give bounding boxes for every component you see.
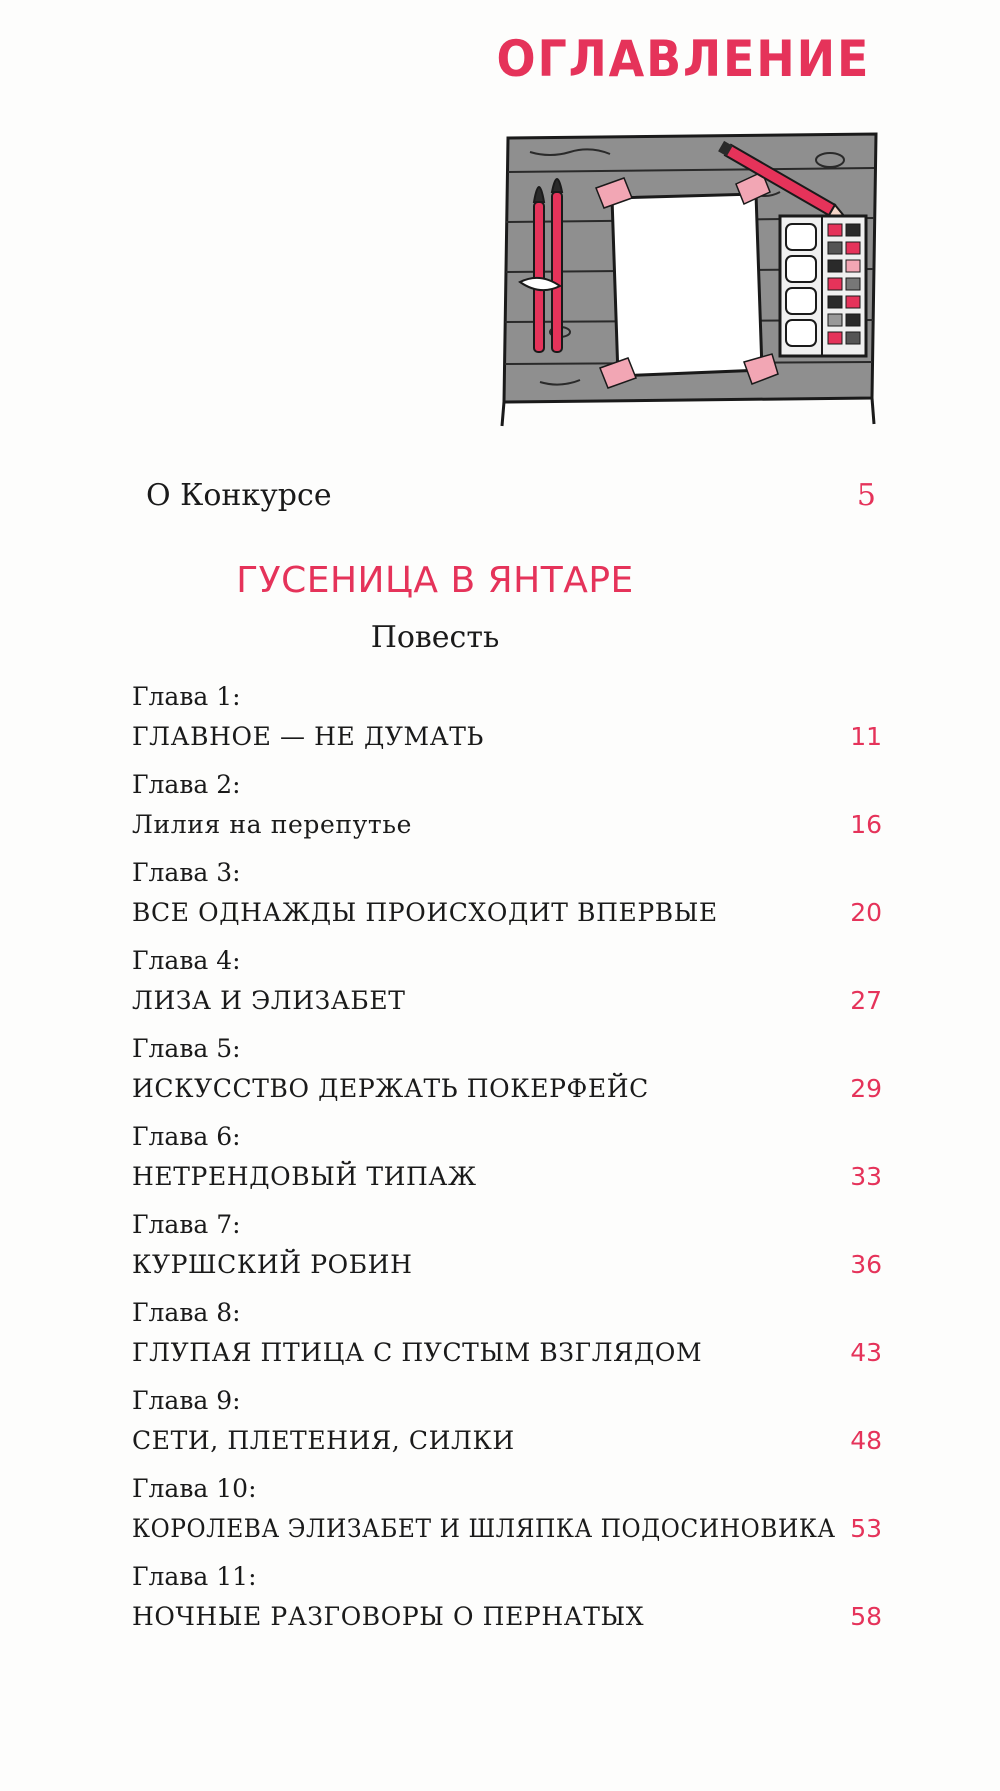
chapter-number: Глава 3: xyxy=(132,858,241,887)
toc-entry-chapter-3[interactable] xyxy=(132,858,882,946)
story-title: ГУСЕНИЦА В ЯНТАРЕ xyxy=(236,560,634,601)
chapter-number: Глава 9: xyxy=(132,1386,241,1415)
chapter-title: ВСЕ ОДНАЖДЫ ПРОИСХОДИТ ВПЕРВЫЕ xyxy=(132,898,718,927)
chapter-number: Глава 7: xyxy=(132,1210,241,1239)
chapter-title: КОРОЛЕВА ЭЛИЗАБЕТ И ШЛЯПКА ПОДОСИНОВИКА xyxy=(132,1514,836,1543)
toc-page-number: 11 xyxy=(850,722,882,751)
chapter-number: Глава 10: xyxy=(132,1474,257,1503)
toc-entry-chapter-8[interactable] xyxy=(132,1298,882,1386)
toc-entry-chapter-10[interactable] xyxy=(132,1474,882,1562)
toc-page-number: 43 xyxy=(850,1338,882,1367)
chapter-title: ИСКУССТВО ДЕРЖАТЬ ПОКЕРФЕЙС xyxy=(132,1074,649,1103)
chapter-number: Глава 1: xyxy=(132,682,241,711)
chapter-title: Лилия на перепутье xyxy=(132,810,412,839)
toc-entry-chapter-6[interactable] xyxy=(132,1122,882,1210)
chapter-number: Глава 2: xyxy=(132,770,241,799)
toc-entry-chapter-2[interactable] xyxy=(132,770,882,858)
toc-entry-chapter-7[interactable] xyxy=(132,1210,882,1298)
story-subtitle: Повесть xyxy=(370,620,500,655)
toc-page-number: 5 xyxy=(856,478,876,513)
toc-entry-chapter-9[interactable] xyxy=(132,1386,882,1474)
chapter-title: НОЧНЫЕ РАЗГОВОРЫ О ПЕРНАТЫХ xyxy=(132,1602,645,1631)
chapter-number: Глава 8: xyxy=(132,1298,241,1327)
chapter-number: Глава 5: xyxy=(132,1034,241,1063)
chapter-number: Глава 6: xyxy=(132,1122,241,1151)
chapter-title: ГЛАВНОЕ — НЕ ДУМАТЬ xyxy=(132,722,485,751)
page-title: ОГЛАВЛЕНИЕ xyxy=(496,30,870,88)
toc-page-number: 53 xyxy=(850,1514,882,1543)
toc-page-number: 27 xyxy=(850,986,882,1015)
toc-page-number: 29 xyxy=(850,1074,882,1103)
toc-page-number: 58 xyxy=(850,1602,882,1631)
toc-entry-intro[interactable] xyxy=(146,478,876,528)
chapter-number: Глава 11: xyxy=(132,1562,257,1591)
toc-page-number: 36 xyxy=(850,1250,882,1279)
toc-entry-chapter-5[interactable] xyxy=(132,1034,882,1122)
toc-entry-chapter-11[interactable] xyxy=(132,1562,882,1650)
chapter-title: ЛИЗА И ЭЛИЗАБЕТ xyxy=(132,986,406,1015)
chapter-list xyxy=(132,682,882,1650)
chapter-title: ГЛУПАЯ ПТИЦА С ПУСТЫМ ВЗГЛЯДОМ xyxy=(132,1338,703,1367)
toc-page-number: 33 xyxy=(850,1162,882,1191)
desk-illustration-icon xyxy=(500,132,880,428)
toc-page-number: 20 xyxy=(850,898,882,927)
toc-entry-chapter-4[interactable] xyxy=(132,946,882,1034)
toc-entry-chapter-1[interactable] xyxy=(132,682,882,770)
chapter-title: КУРШСКИЙ РОБИН xyxy=(132,1250,413,1279)
chapter-title: СЕТИ, ПЛЕТЕНИЯ, СИЛКИ xyxy=(132,1426,515,1455)
chapter-title: НЕТРЕНДОВЫЙ ТИПАЖ xyxy=(132,1162,477,1191)
toc-page-number: 48 xyxy=(850,1426,882,1455)
toc-entry-label: О Конкурсе xyxy=(146,478,332,513)
chapter-number: Глава 4: xyxy=(132,946,241,975)
toc-page-number: 16 xyxy=(850,810,882,839)
